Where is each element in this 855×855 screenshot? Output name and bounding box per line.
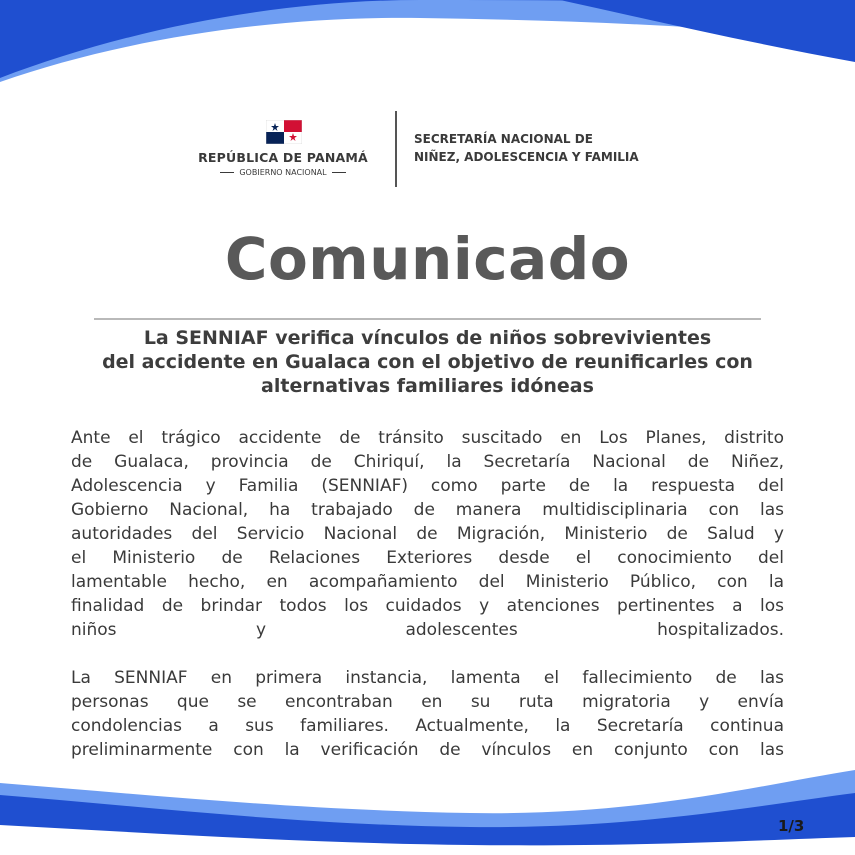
paragraph-1-line: Gobierno Nacional, ha trabajado de manera multidisciplinaria con las [71,500,784,520]
paragraph-gap [71,642,784,666]
paragraph-1-line: finalidad de brindar todos los cuidados y atenciones pertinentes a los [71,596,784,616]
paragraph-2-line: condolencias a sus familiares. Actualmente, la Secretaría continua [71,716,784,736]
subtitle-dash-left [220,172,234,173]
panama-flag-icon [266,120,302,144]
paragraph-2-line: preliminarmente con la verificación de vínculos en conjunto con las [71,740,784,760]
headline-line: del accidente en Gualaca con el objetivo de reunificarles con [102,351,753,373]
body-text [71,426,784,762]
top-wave-right [560,0,855,62]
paragraph-1-line: niños y adolescentes hospitalizados. [71,620,784,640]
government-subtitle-text: GOBIERNO NACIONAL [239,168,327,177]
page-number: 1/3 [778,817,805,835]
headline-line: alternativas familiares idóneas [261,375,594,397]
secretariat-name: SECRETARÍA NACIONAL DE NIÑEZ, ADOLESCENCIA Y FAMILIA [414,132,639,164]
bottom-wave-decoration [0,755,855,855]
paragraph-1-line: autoridades del Servicio Nacional de Migración, Ministerio de Salud y [71,524,784,544]
government-name: REPÚBLICA DE PANAMÁ [198,150,368,165]
title-divider [94,318,761,320]
paragraph-2-line: personas que se encontraban en su ruta migratoria y envía [71,692,784,712]
subtitle-dash-right [332,172,346,173]
paragraph-1-line: Adolescencia y Familia (SENNIAF) como parte de la respuesta del [71,476,784,496]
headline [80,326,775,398]
paragraph-2-line: La SENNIAF en primera instancia, lamenta el fallecimiento de las [71,668,784,688]
headline-line: La SENNIAF verifica vínculos de niños sobrevivientes [143,327,712,349]
paragraph-1-line: de Gualaca, provincia de Chiriquí, la Secretaría Nacional de Niñez, [71,452,784,472]
government-subtitle [190,168,376,177]
paragraph-1-line: el Ministerio de Relaciones Exteriores desde el conocimiento del [71,548,784,568]
top-wave-decoration [0,0,855,100]
page-title: Comunicado [224,225,631,293]
paragraph-1-line: lamentable hecho, en acompañamiento del Ministerio Público, con la [71,572,784,592]
header-divider [395,111,397,187]
paragraph-1-line: Ante el trágico accidente de tránsito suscitado en Los Planes, distrito [71,428,784,448]
